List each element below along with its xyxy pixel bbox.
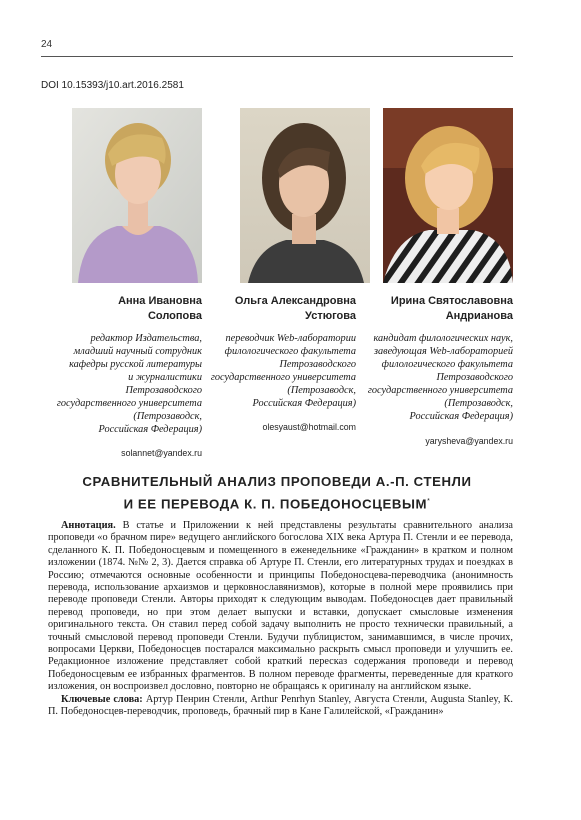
page-number: 24 — [41, 39, 53, 50]
author-2-name: Ольга Александровна Устюгова — [234, 295, 356, 322]
abstract-label: Аннотация. — [61, 520, 116, 531]
author-1-block — [32, 294, 202, 458]
footnote-mark[interactable]: * — [427, 498, 431, 505]
author-3-block — [343, 294, 513, 446]
keywords-paragraph — [48, 694, 513, 719]
author-3-email[interactable]: yarysheva@yandex.ru — [425, 436, 513, 446]
author-3-name: Ирина Святославовна Андрианова — [390, 295, 513, 322]
author-2-affiliation: переводчик Web-лаборатории филологического факультета Петрозаводского государственного университета (Петрозаводск, Российская Федерация) — [210, 333, 356, 409]
doi-line: DOI 10.15393/j10.art.2016.2581 — [41, 80, 184, 91]
author-1-email[interactable]: solannet@yandex.ru — [121, 448, 202, 458]
keywords-label: Ключевые слова: — [61, 693, 143, 705]
author-photo-2 — [240, 108, 370, 283]
abstract-paragraph — [48, 520, 513, 694]
author-photo-1 — [72, 108, 202, 283]
author-2-block — [186, 294, 356, 432]
abstract-text: В статье и Приложении к ней представлены результаты сравнительного анализа проповеди «о брачном пире» ведущего английского богослова XIX века Артура П. Стенли и ее перевода, сделанного К. П. Победоносцевым и помещенного в еженедельнике «Гражданин» в кратком и полном изложении (1874. №№ 2, 3). Дается справка об Артуре П. Стенли, его литературных трудах и поездках в Россию; отмечаются основные особенности и принципы Победоносцева-переводчика (анонимность перевода, использование архаизмов и церковнославянизмов), которые в полной мере проявились при переводе проповеди Стенли. Авторы приходят к следующим выводам. Победоносцев дает правильный перевод проповеди, но при этом делает выпуски и вставки, допускает смысловые изменения оригинального текста. Он ставил перед собой задачу выполнить не просто технически правильный, а точный смысловой перевод проповеди Стенли. Будучи публицистом, занимавшимся, в числе прочих, вопросами Церкви, Победоносцев постарался максимально раскрыть смысл проповеди и улучшить ее. Редакционное изложение представляет собой краткий пересказ содержания проповеди и перевод Победоносцевым ее избранных фрагментов. В полном переводе фрагменты, переведенные для краткого изложения, он воспроизвел дословно, повторно не обращаясь к оригиналу на английском языке. — [48, 520, 513, 693]
abstract-section — [48, 520, 513, 719]
header-rule — [41, 56, 513, 57]
author-photo-3 — [383, 108, 513, 283]
article-title: СРАВНИТЕЛЬНЫЙ АНАЛИЗ ПРОПОВЕДИ А.-П. СТЕНЛИ И ЕЕ ПЕРЕВОДА К. П. ПОБЕДОНОСЦЕВЫМ* — [82, 474, 472, 512]
author-1-name: Анна Ивановна Солопова — [118, 295, 202, 322]
author-2-email[interactable]: olesyaust@hotmail.com — [262, 422, 356, 432]
keywords-text: Артур Пенрин Стенли, Arthur Penrhyn Stanley, Августа Стенли, Augusta Stanley, К. П. Победоносцев-переводчик, проповедь, брачный пир в Кане Галилейской, «Гражданин» — [48, 693, 513, 718]
author-3-affiliation: кандидат филологических наук, заведующая Web-лабораторией филологического факультета Петрозаводского государственного университета (Петрозаводск, Российская Федерация) — [367, 333, 513, 422]
author-1-affiliation: редактор Издательства, младший научный сотрудник кафедры русской литературы и журналистики Петрозаводского государственного университета (Петрозаводск, Российская Федерация) — [56, 333, 202, 435]
